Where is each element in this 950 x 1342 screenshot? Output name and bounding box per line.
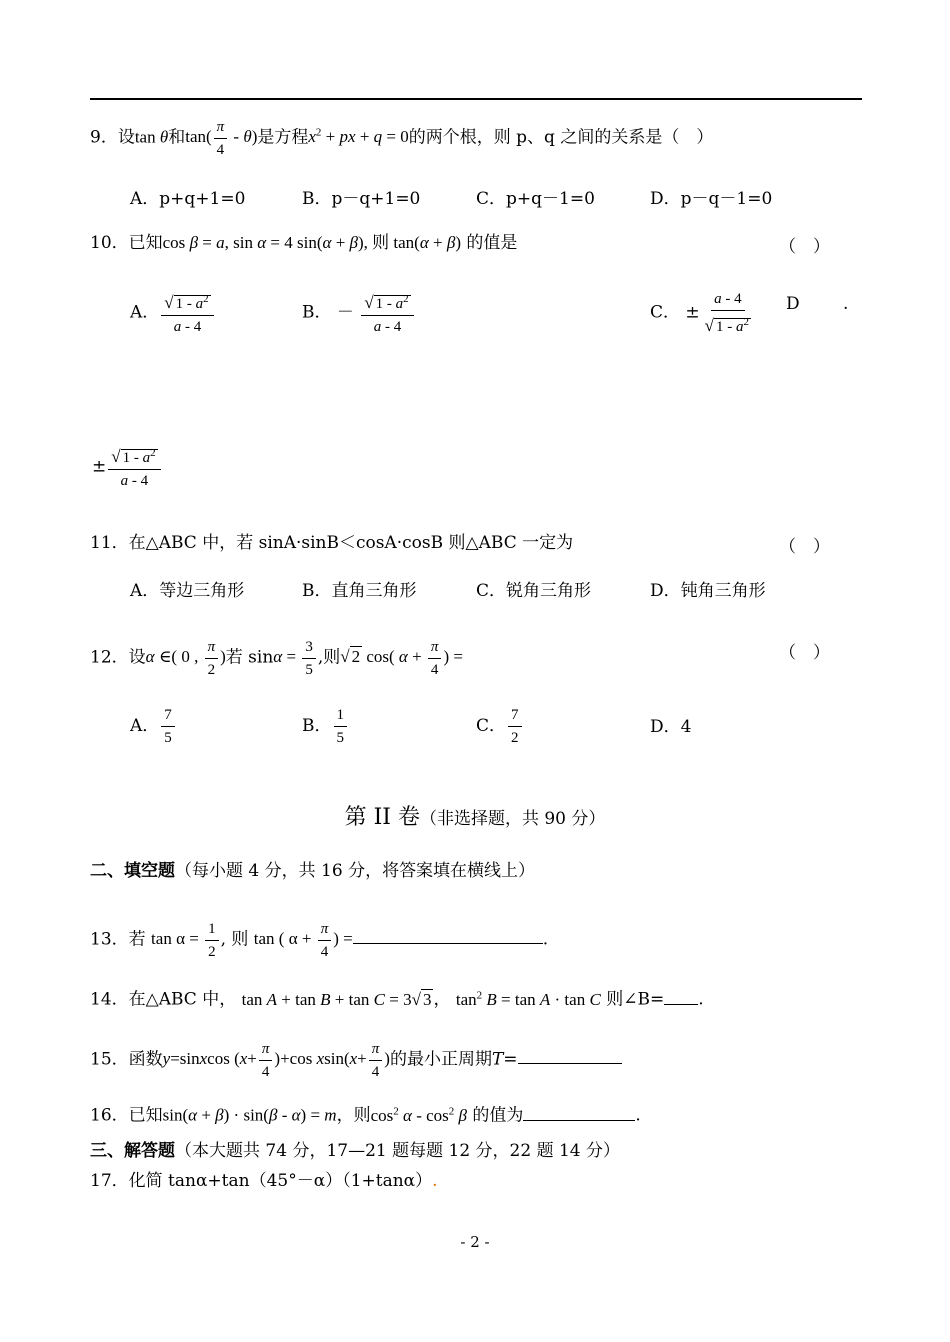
q10-option-b: B． － $\frac{√ 1 - a^2}{a - 4}$: [302, 290, 416, 336]
fraction: $\frac{1}{5}$: [334, 706, 348, 747]
question-12: 12．设α ∈( 0 , $\frac{\pi}{2}$ )若 sinα = $\frac{3}{5}$ ,则√ 2 cos( α + $\frac{\pi}{4}$ ) =: [90, 639, 463, 678]
math-expr: tan ( α + $\frac{\pi}{4}$ ) =: [253, 921, 353, 960]
fraction: $\frac{√ 1 - a^2}{a - 4}$: [361, 290, 413, 336]
question-11: 11．在△ABC 中，若 sinA·sinB＜cosA·cosB 则△ABC 一定为: [90, 533, 574, 553]
answer-blank: [353, 927, 543, 944]
answer-blank: [518, 1047, 622, 1064]
q11-option-d: D．钝角三角形: [650, 581, 766, 601]
page-number: - 2 -: [460, 1233, 490, 1251]
part-3-heading: 三、解答题（本大题共 74 分，17—21 题每题 12 分，22 题 14 分）: [90, 1141, 621, 1161]
q10-option-d-dot: .: [843, 294, 849, 314]
question-15: 15．函数y=sinxcos (x+ $\frac{\pi}{4}$ )+cos xsin(x+ $\frac{\pi}{4}$ )的最小正周期T=: [90, 1040, 622, 1081]
q9-option-b: B．p－q+1=0: [302, 189, 421, 209]
math-expr: tan A + tan B + tan C = 3√ 3: [241, 989, 432, 1009]
fraction: $\frac{a - 4}{√ 1 - a^2}$: [704, 291, 750, 335]
fraction: $\frac{√ 1 - a^2}{a - 4}$: [161, 290, 213, 336]
q9-option-d: D．p－q－1=0: [650, 189, 773, 209]
q11-option-b: B．直角三角形: [302, 581, 417, 601]
question-13: 13．若 tan α = $\frac{1}{2}$ , 则 tan ( α + $\frac{\pi}{4}$ ) = .: [90, 921, 549, 960]
q12-option-b: B． $\frac{1}{5}$: [302, 706, 349, 747]
section-title: 第 II 卷（非选择题，共 90 分）: [344, 805, 606, 830]
answer-blank: [523, 1104, 635, 1121]
math-expr: $x^2$ + px + q = 0: [308, 126, 409, 147]
q11-answer-bracket: （ ）: [779, 537, 830, 557]
math-expr: tan α = $\frac{1}{2}$: [151, 929, 221, 948]
q10-option-c: C． ± $\frac{a - 4}{√ 1 - a^2}$: [650, 290, 756, 336]
math-expr: √ 2 cos( α + $\frac{\pi}{4}$ ) =: [340, 639, 463, 678]
q11-option-a: A．等边三角形: [130, 581, 245, 601]
question-16: 16．已知sin(α + β) · sin(β - α) = m，则$\cos^2 \alpha - \cos^2 \beta$ 的值为 .: [90, 1105, 641, 1126]
fraction: $\frac{7}{2}$: [508, 706, 522, 747]
math-expr: $\cos^2 \alpha - \cos^2 \beta$: [370, 1105, 467, 1125]
question-17: 17．化简 tanα+tan（45°－α）（1+tanα）.: [90, 1171, 438, 1191]
header-rule: [90, 98, 862, 100]
math-expr: y=sinxcos (x+ $\frac{\pi}{4}$ )+cos xsin(x+ $\frac{\pi}{4}$ ): [162, 1041, 390, 1080]
fraction: $\frac{7}{5}$: [161, 706, 175, 747]
q10-option-d-label: D: [786, 294, 800, 314]
q10-answer-bracket: （ ）: [779, 237, 830, 257]
q10-option-d: ± $\frac{√ 1 - a^2}{a - 4}$: [92, 444, 163, 490]
math-expr: sin(α + β) · sin(β - α) = m: [162, 1105, 337, 1125]
q10-option-a: A． $\frac{√ 1 - a^2}{a - 4}$: [130, 290, 216, 336]
q12-option-c: C． $\frac{7}{2}$: [476, 706, 524, 747]
question-10: 10．已知cos β = a, sin α = 4 sin(α + β), 则 tan(α + β) 的值是: [90, 233, 518, 253]
math-expr: $\tan^2 B = \tan A \cdot \tan C$: [455, 989, 601, 1009]
q9-option-c: C．p+q－1=0: [476, 189, 595, 209]
q12-option-d: D．4: [650, 717, 692, 737]
math-expr: tan θ: [134, 127, 169, 147]
part-2-heading: 二、填空题（每小题 4 分，共 16 分，将答案填在横线上）: [90, 861, 536, 881]
question-14: 14．在△ABC 中， tan A + tan B + tan C = 3√ 3 ， $\tan^2 B = \tan A \cdot \tan C$ 则∠B= .: [90, 989, 704, 1010]
math-expr: α ∈( 0 , $\frac{\pi}{2}$ ): [145, 639, 226, 678]
answer-blank: [664, 988, 698, 1005]
math-expr: cos β = a, sin α = 4 sin(α + β), 则 tan(α + β): [162, 233, 462, 252]
q11-option-c: C．锐角三角形: [476, 581, 592, 601]
q12-option-a: A． $\frac{7}{5}$: [130, 706, 177, 747]
math-expr: α = $\frac{3}{5}$: [273, 647, 318, 666]
question-9: 9．设tan θ和tan( $\frac{\pi}{4}$ - θ)是方程$x^2$ + px + q = 0的两个根，则 p、q 之间的关系是（ ）: [90, 119, 714, 158]
math-expr: tan( $\frac{\pi}{4}$ - θ): [185, 119, 258, 158]
q9-option-a: A．p+q+1=0: [130, 189, 246, 209]
q12-answer-bracket: （ ）: [779, 643, 830, 663]
fraction: $\frac{√ 1 - a^2}{a - 4}$: [108, 444, 160, 490]
